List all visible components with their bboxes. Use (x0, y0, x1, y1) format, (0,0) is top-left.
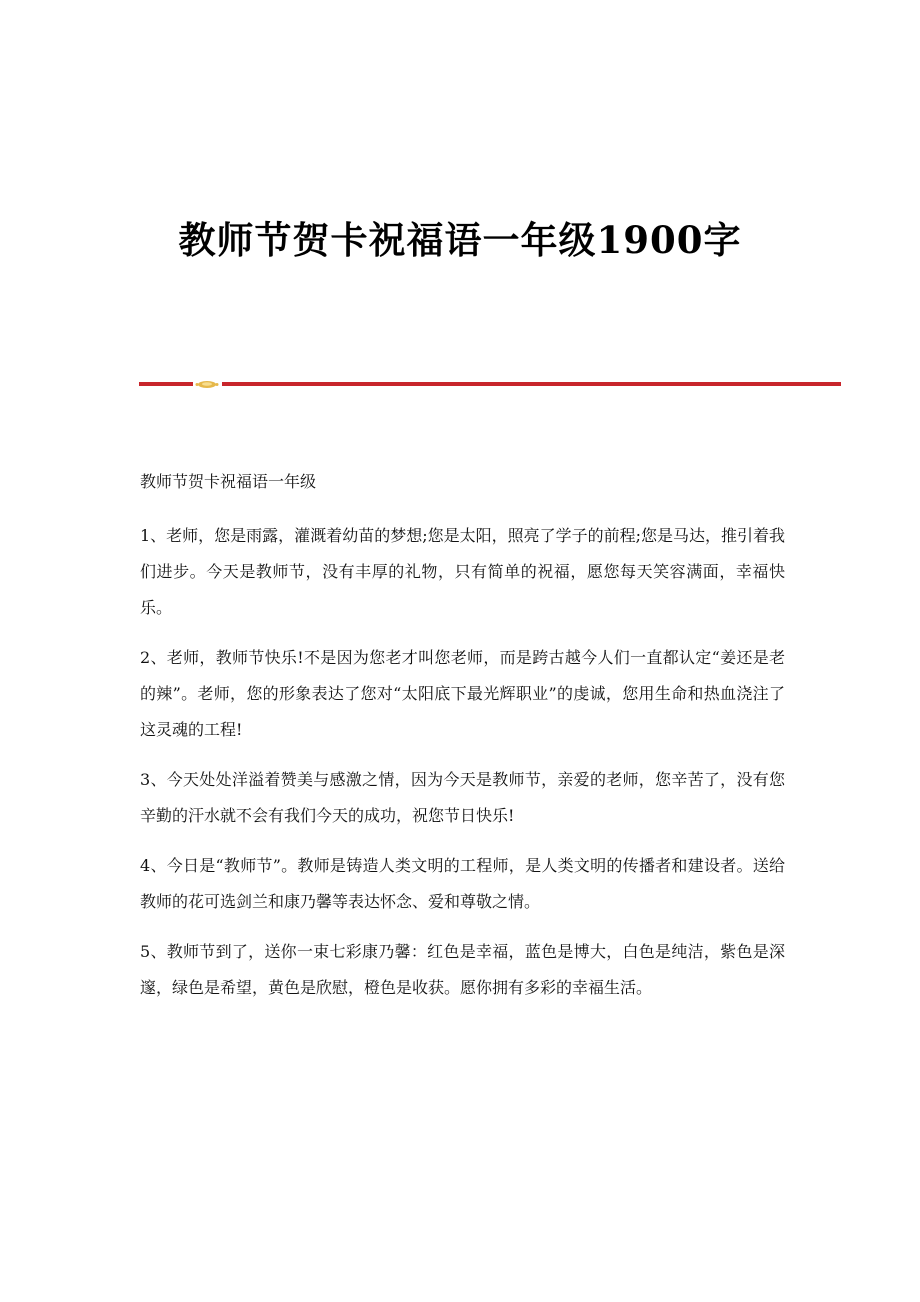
divider-ornament-icon (196, 381, 219, 388)
title-divider (139, 379, 841, 389)
paragraph-3: 3、今天处处洋溢着赞美与感激之情，因为今天是教师节，亲爱的老师，您辛苦了，没有您辛勤的汗水就不会有我们今天的成功，祝您节日快乐! (140, 770, 785, 825)
divider-line-left (139, 382, 193, 386)
page-title: 教师节贺卡祝福语一年级1900字 (178, 218, 742, 262)
paragraph-4: 4、今日是“教师节”。教师是铸造人类文明的工程师，是人类文明的传播者和建设者。送给教师的花可选剑兰和康乃馨等表达怀念、爱和尊敬之情。 (140, 856, 785, 911)
document-body (140, 468, 785, 1020)
paragraph-5: 5、教师节到了，送你一束七彩康乃馨：红色是幸福，蓝色是博大，白色是纯洁，紫色是深邃，绿色是希望，黄色是欣慰，橙色是收获。愿你拥有多彩的幸福生活。 (140, 942, 785, 997)
section-subtitle: 教师节贺卡祝福语一年级 (140, 472, 317, 491)
paragraph-1: 1、老师，您是雨露，灌溉着幼苗的梦想;您是太阳，照亮了学子的前程;您是马达，推引着我们进步。今天是教师节，没有丰厚的礼物，只有简单的祝福，愿您每天笑容满面，幸福快乐。 (140, 526, 785, 617)
divider-line-right (222, 382, 841, 386)
paragraph-2: 2、老师，教师节快乐!不是因为您老才叫您老师，而是跨古越今人们一直都认定“姜还是老的辣”。老师，您的形象表达了您对“太阳底下最光辉职业”的虔诚，您用生命和热血浇注了这灵魂的工程! (140, 648, 785, 739)
